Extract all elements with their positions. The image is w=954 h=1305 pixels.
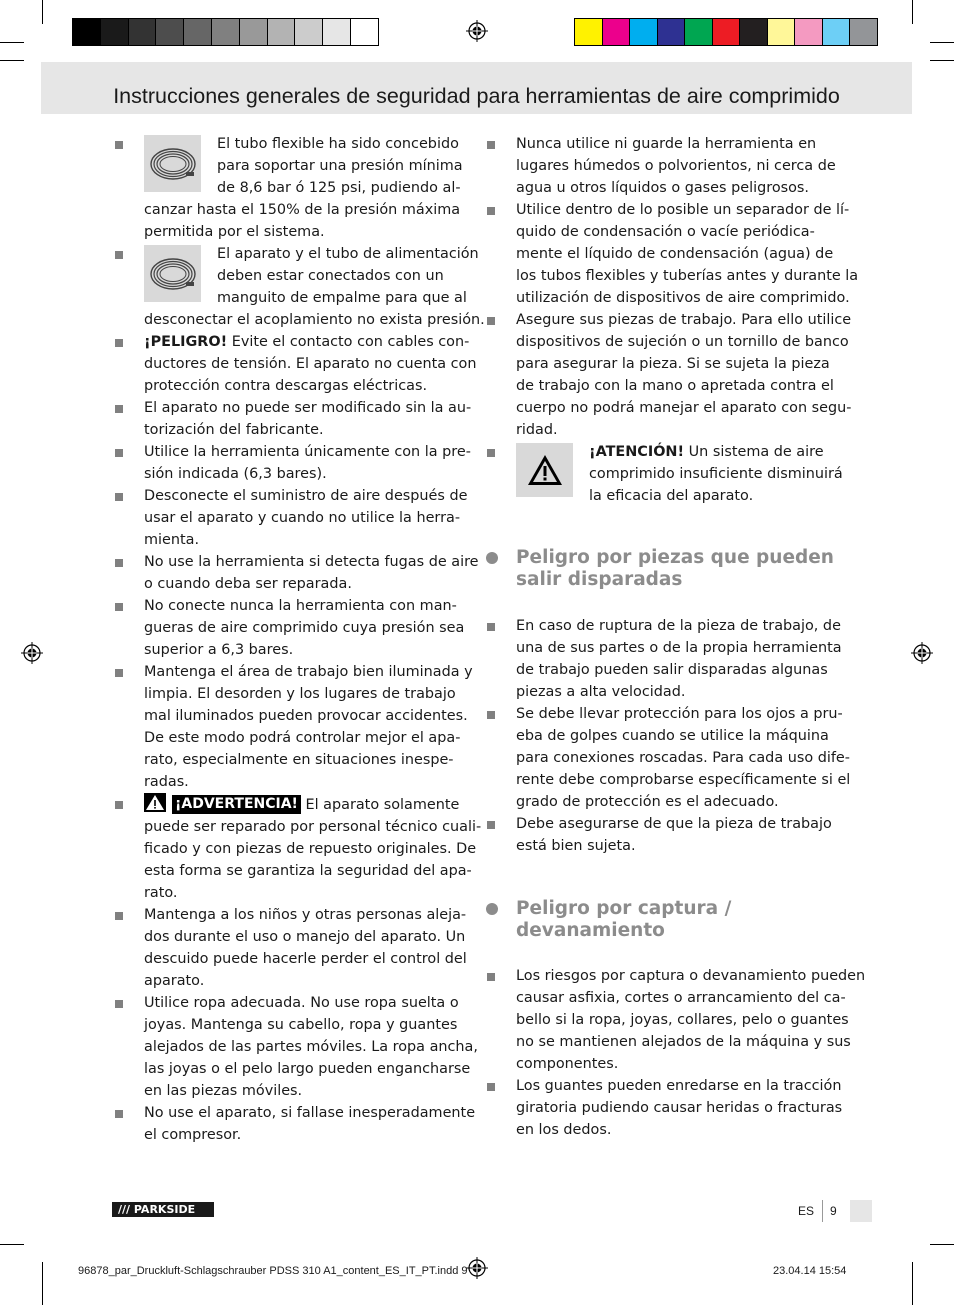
color-swatch (128, 18, 157, 46)
text-line: torización del fabricante. (144, 422, 324, 438)
bullet-square-icon (115, 1110, 123, 1118)
text-line: Asegure sus piezas de trabajo. Para ello utilice (516, 312, 852, 328)
color-swatch (267, 18, 296, 46)
text-line: ridad. (516, 422, 558, 438)
heading-line: devanamiento (516, 920, 665, 941)
text-line: descuido puede hacerle perder el control del (144, 951, 467, 967)
registration-mark-icon (466, 20, 488, 42)
text-line: componentes. (516, 1056, 619, 1072)
text-line: Desconecte el suministro de aire después de (144, 488, 468, 504)
text-span: El aparato solamente (300, 797, 460, 813)
crop-mark (42, 1262, 43, 1305)
text-line: esta forma se garantiza la seguridad del apa- (144, 863, 472, 879)
text-line: lugares húmedos o polvorientos, ni cerca de (516, 158, 836, 174)
text-line: puede ser reparado por personal técnico cuali- (144, 819, 482, 835)
hose-coil-icon (144, 135, 201, 192)
warning-triangle-icon (516, 443, 573, 497)
list-item (112, 595, 467, 661)
text-line: desconectar el acoplamiento no exista presión. (144, 312, 485, 328)
text-line: para soportar una presión mínima (217, 158, 463, 174)
color-swatch (350, 18, 379, 46)
list-item (484, 813, 844, 857)
registration-mark-icon (466, 1257, 488, 1279)
text-line: superior a 6,3 bares. (144, 642, 294, 658)
text-line: las joyas o el pelo largo pueden engancharse (144, 1061, 471, 1077)
heading-line: salir disparadas (516, 569, 683, 590)
list-item (112, 133, 467, 243)
color-swatch (739, 18, 768, 46)
text-line: utilización de dispositivos de aire comprimido. (516, 290, 850, 306)
text-line: deben estar conectados con un (217, 268, 444, 284)
list-item (112, 661, 473, 793)
crop-mark (42, 0, 43, 24)
text-line: para conexiones roscadas. Para cada uso dife- (516, 750, 850, 766)
list-item (484, 1075, 844, 1141)
text-line: los tubos flexibles y tuberías antes y durante la (516, 268, 859, 284)
list-item (484, 133, 844, 199)
bullet-square-icon (115, 912, 123, 920)
text-line: grado de protección es el adecuado. (516, 794, 779, 810)
crop-mark (930, 1244, 954, 1245)
page-number: 9 (830, 1204, 837, 1218)
warning-badge: ¡ADVERTENCIA! (172, 795, 301, 814)
text-line: Utilice la herramienta únicamente con la pre- (144, 444, 471, 460)
text-span: Un sistema de aire (684, 444, 824, 460)
text-line: dos durante el uso o manejo del aparato. Un (144, 929, 466, 945)
bullet-square-icon (115, 559, 123, 567)
color-swatch (657, 18, 686, 46)
text-line: rente debe comprobarse específicamente si el (516, 772, 851, 788)
bullet-square-icon (487, 449, 495, 457)
bullet-square-icon (115, 141, 123, 149)
bullet-square-icon (115, 339, 123, 347)
color-swatch (849, 18, 878, 46)
brand-text: /// PARKSIDE (118, 1203, 196, 1216)
registration-mark-icon (21, 642, 43, 664)
slug-filename: 96878_par_Druckluft-Schlagschrauber PDSS 310 A1_content_ES_IT_PT.indd 9 (78, 1265, 468, 1277)
text-line: está bien sujeta. (516, 838, 636, 854)
text-line: protección contra descargas eléctricas. (144, 378, 428, 394)
text-line: gueras de aire comprimido cuya presión sea (144, 620, 465, 636)
text-line: Los guantes pueden enredarse en la tracción (516, 1078, 842, 1094)
text-line: giratoria pudiendo causar heridas o fracturas (516, 1100, 843, 1116)
list-item (112, 793, 482, 904)
text-line: quido de condensación o vacíe periódica- (516, 224, 815, 240)
list-item (484, 703, 851, 813)
text-line: de trabajo pueden salir disparadas algunas (516, 662, 828, 678)
color-swatch (822, 18, 851, 46)
section-heading (484, 547, 844, 591)
text-line (144, 793, 467, 816)
bullet-square-icon (487, 821, 495, 829)
text-line: piezas a alta velocidad. (516, 684, 686, 700)
bullet-square-icon (115, 1000, 123, 1008)
text-line: de 8,6 bar ó 125 psi, pudiendo al- (217, 180, 461, 196)
text-line: El aparato y el tubo de alimentación (217, 246, 479, 262)
list-item (112, 992, 478, 1102)
text-line: Los riesgos por captura o devanamiento pueden (516, 968, 866, 984)
text-line: no se mantienen alejados de la máquina y sus (516, 1034, 851, 1050)
bullet-square-icon (115, 493, 123, 501)
right-column (484, 133, 866, 1141)
text-line: mente el líquido de condensación (agua) de (516, 246, 834, 262)
list-item (484, 441, 844, 507)
section-heading (484, 898, 844, 942)
text-line: en los dedos. (516, 1122, 612, 1138)
color-swatch (322, 18, 351, 46)
text-line: bello si la ropa, joyas, collares, pelo o guantes (516, 1012, 849, 1028)
bullet-square-icon (487, 207, 495, 215)
text-line: El aparato no puede ser modificado sin la au- (144, 400, 472, 416)
text-line: Se debe llevar protección para los ojos a pru- (516, 706, 843, 722)
text-line: ductores de tensión. El aparato no cuenta con (144, 356, 477, 372)
list-item (484, 199, 859, 309)
text-line: alejados de las partes móviles. La ropa ancha, (144, 1039, 478, 1055)
color-swatch (239, 18, 268, 46)
text-line: de trabajo con la mano o apretada contra el (516, 378, 834, 394)
list-item (112, 397, 472, 441)
footer-divider (822, 1200, 823, 1222)
text-line: Mantenga a los niños y otras personas aleja- (144, 907, 467, 923)
color-swatch (574, 18, 603, 46)
list-item (112, 441, 471, 485)
text-line: para asegurar la pieza. Si se sujeta la pieza (516, 356, 830, 372)
text-line: manguito de empalme para que al (217, 290, 467, 306)
color-swatch (712, 18, 741, 46)
color-swatch (72, 18, 101, 46)
text-line: agua u otros líquidos o gases peligrosos. (516, 180, 809, 196)
text-line: El tubo flexible ha sido concebido (217, 136, 459, 152)
text-line: usar el aparato y cuando no utilice la herra- (144, 510, 461, 526)
crop-mark (912, 0, 913, 24)
color-swatch (183, 18, 212, 46)
text-line: o cuando deba ser reparada. (144, 576, 352, 592)
text-line: eba de golpes cuando se utilice la máquina (516, 728, 829, 744)
text-line: cuerpo no podrá manejar el aparato con segu- (516, 400, 852, 416)
color-swatch (629, 18, 658, 46)
bullet-square-icon (487, 973, 495, 981)
heading-line: Peligro por captura / (516, 898, 732, 919)
text-line: joyas. Mantenga su cabello, ropa y guantes (144, 1017, 458, 1033)
list-item (112, 904, 467, 992)
color-swatch (294, 18, 323, 46)
list-item (112, 331, 477, 397)
text-line: Debe asegurarse de que la pieza de trabajo (516, 816, 832, 832)
attention-label: ¡ATENCIÓN! (589, 444, 685, 460)
crop-mark (0, 42, 24, 43)
hose-coil-icon (144, 245, 201, 302)
footer-tab (850, 1200, 872, 1222)
bullet-square-icon (487, 623, 495, 631)
text-line: comprimido insuficiente disminuirá (589, 466, 843, 482)
text-line: el compresor. (144, 1127, 242, 1143)
list-item (484, 965, 866, 1075)
bullet-square-icon (115, 603, 123, 611)
text-line: Nunca utilice ni guarde la herramienta en (516, 136, 817, 152)
list-item (112, 243, 485, 331)
bullet-square-icon (115, 449, 123, 457)
list-item (112, 485, 467, 551)
left-column (112, 133, 485, 1146)
text-line: una de sus partes o de la propia herramienta (516, 640, 842, 656)
bullet-dot-icon (486, 903, 498, 915)
text-line: Utilice ropa adecuada. No use ropa suelta o (144, 995, 459, 1011)
bullet-square-icon (487, 317, 495, 325)
crop-mark (930, 42, 954, 43)
text-line: rato. (144, 885, 178, 901)
bullet-square-icon (487, 141, 495, 149)
text-line: rato, especialmente en situaciones inespe- (144, 752, 454, 768)
bullet-square-icon (115, 801, 123, 809)
parkside-logo (112, 1202, 214, 1217)
list-item (484, 309, 852, 441)
bullet-square-icon (115, 251, 123, 259)
text-span: Evite el contacto con cables con- (227, 334, 470, 350)
warning-triangle-icon (144, 793, 166, 812)
color-swatch (794, 18, 823, 46)
registration-mark-icon (911, 642, 933, 664)
slug-date: 23.04.14 15:54 (773, 1265, 847, 1277)
bullet-square-icon (487, 1083, 495, 1091)
color-swatch (155, 18, 184, 46)
color-swatch (211, 18, 240, 46)
text-line: No conecte nunca la herramienta con man- (144, 598, 457, 614)
text-line: De este modo podrá controlar mejor el apa- (144, 730, 461, 746)
text-line: causar asfixia, cortes o arrancamiento del ca- (516, 990, 846, 1006)
text-line: mal iluminados pueden provocar accidentes. (144, 708, 468, 724)
text-line: No use el aparato, si fallase inesperadamente (144, 1105, 476, 1121)
heading-line: Peligro por piezas que pueden (516, 547, 834, 568)
bullet-square-icon (487, 711, 495, 719)
bullet-square-icon (115, 669, 123, 677)
text-line: canzar hasta el 150% de la presión máxima (144, 202, 461, 218)
crop-mark (0, 60, 24, 61)
page-title: Instrucciones generales de seguridad para herramientas de aire comprimido (113, 84, 840, 108)
text-line: mienta. (144, 532, 200, 548)
text-line: limpia. El desorden y los lugares de trabajo (144, 686, 456, 702)
list-item (112, 1102, 476, 1146)
text-line: en las piezas móviles. (144, 1083, 303, 1099)
bullet-square-icon (115, 405, 123, 413)
language-code: ES (798, 1204, 815, 1218)
text-line: No use la herramienta si detecta fugas de aire (144, 554, 479, 570)
color-swatch (684, 18, 713, 46)
text-line: dispositivos de sujeción o un tornillo de banco (516, 334, 849, 350)
text-line: sión indicada (6,3 bares). (144, 466, 327, 482)
text-line: permitida por el sistema. (144, 224, 325, 240)
list-item (112, 551, 479, 595)
list-item (484, 615, 844, 703)
text-line: Utilice dentro de lo posible un separador de lí- (516, 202, 850, 218)
text-line: En caso de ruptura de la pieza de trabajo, de (516, 618, 841, 634)
text-line (144, 331, 470, 353)
crop-mark (912, 1262, 913, 1305)
crop-mark (0, 1244, 24, 1245)
text-line: la eficacia del aparato. (589, 488, 754, 504)
text-line: ficado y con piezas de repuesto originales. De (144, 841, 477, 857)
color-swatch (767, 18, 796, 46)
crop-mark (930, 60, 954, 61)
text-line: Mantenga el área de trabajo bien iluminada y (144, 664, 473, 680)
text-line: aparato. (144, 973, 205, 989)
color-swatch (602, 18, 631, 46)
text-line: radas. (144, 774, 189, 790)
bullet-dot-icon (486, 552, 498, 564)
danger-label: ¡PELIGRO! (144, 334, 228, 350)
color-swatch (100, 18, 129, 46)
